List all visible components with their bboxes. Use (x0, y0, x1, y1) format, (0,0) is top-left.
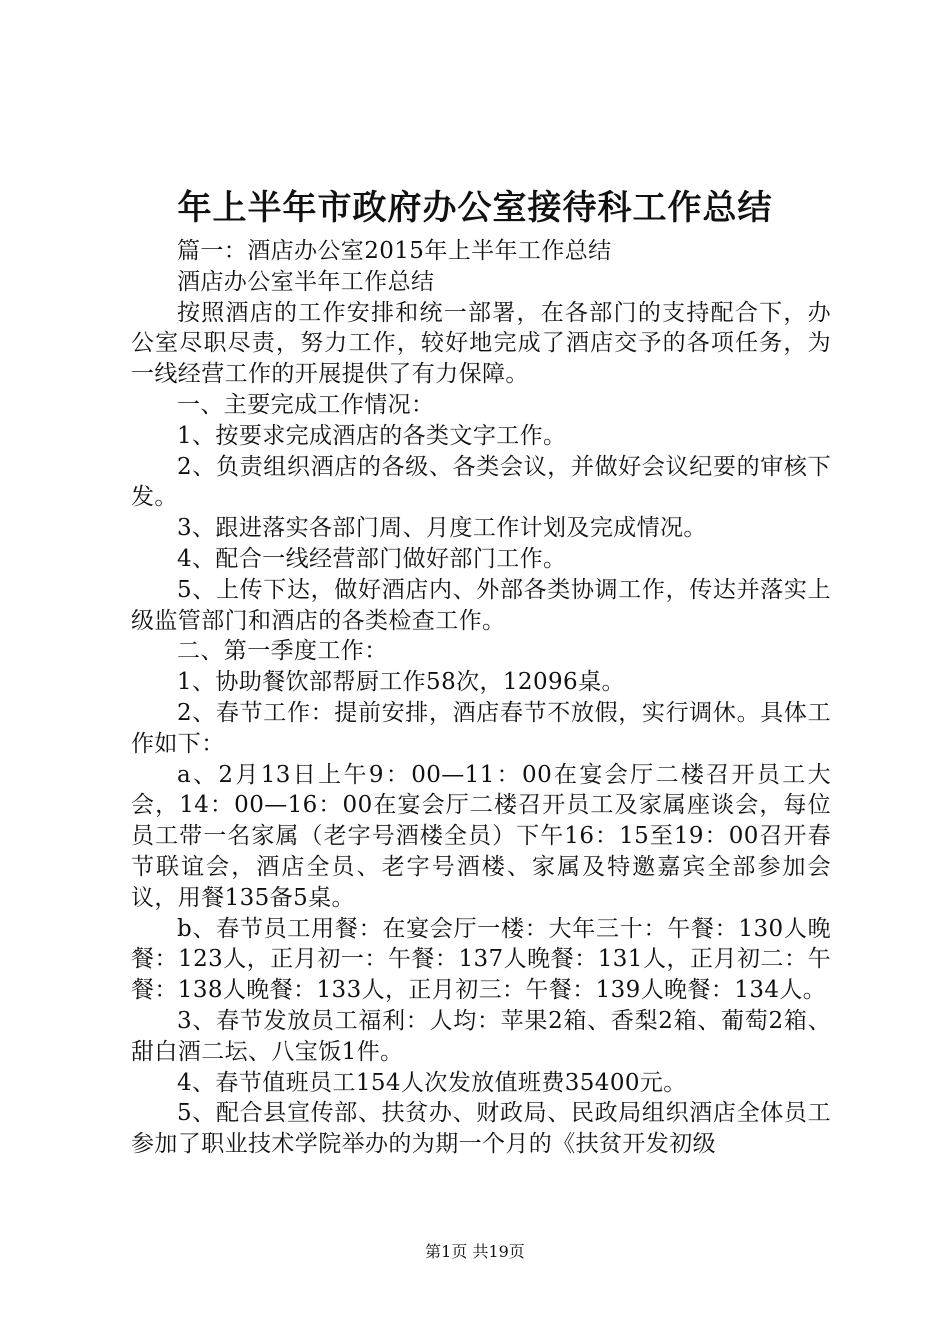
paragraph: 3、跟进落实各部门周、月度工作计划及完成情况。 (177, 515, 707, 542)
paragraph: 按照酒店的工作安排和统一部署，在各部门的支持配合下，办公室尽职尽责，努力工作，较好地完成了酒店交予的各项任务，为一线经营工作的开展提供了有力保障。 (131, 299, 831, 388)
paragraph: a、2月13日上午9：00—11：00在宴会厅二楼召开员工大会，14：00—16：00在宴会厅二楼召开员工及家属座谈会，每位员工带一名家属（老字号酒楼全员）下午16：15至19：00召开春节联谊会，酒店全员、老字号酒楼、家属及特邀嘉宾全部参加会议，用餐135备5桌。 (131, 761, 831, 911)
paragraph: 3、春节发放员工福利：人均：苹果2箱、香梨2箱、葡萄2箱、甜白酒二坛、八宝饭1件。 (131, 1007, 831, 1065)
paragraph: 2、春节工作：提前安排，酒店春节不放假，实行调休。具体工作如下： (131, 699, 831, 757)
page-title: 年上半年市政府办公室接待科工作总结 (177, 188, 773, 228)
paragraph: 1、协助餐饮部帮厨工作58次，12096桌。 (177, 669, 625, 696)
paragraph: 1、按要求完成酒店的各类文字工作。 (177, 422, 567, 449)
paragraph: 5、上传下达，做好酒店内、外部各类协调工作，传达并落实上级监管部门和酒店的各类检查工作。 (131, 576, 831, 634)
paragraph: 一、主要完成工作情况： (177, 391, 435, 418)
page-footer: 第1页 共19页 (425, 1242, 525, 1261)
paragraph: 2、负责组织酒店的各级、各类会议，并做好会议纪要的审核下发。 (131, 453, 831, 511)
document-body (131, 236, 831, 1160)
paragraph: b、春节员工用餐：在宴会厅一楼：大年三十：午餐：130人晚餐：123人，正月初一：午餐：137人晚餐：131人，正月初二：午餐：138人晚餐：133人，正月初三：午餐：139人晚餐：134人。 (131, 915, 831, 1004)
paragraph: 4、春节值班员工154人次发放值班费35400元。 (177, 1069, 687, 1096)
paragraph: 酒店办公室半年工作总结 (177, 268, 435, 295)
paragraph: 4、配合一线经营部门做好部门工作。 (177, 545, 567, 572)
paragraph: 二、第一季度工作： (177, 638, 388, 665)
paragraph: 篇一：酒店办公室2015年上半年工作总结 (177, 238, 612, 264)
paragraph: 5、配合县宣传部、扶贫办、财政局、民政局组织酒店全体员工参加了职业技术学院举办的为期一个月的《扶贫开发初级 (131, 1100, 831, 1158)
